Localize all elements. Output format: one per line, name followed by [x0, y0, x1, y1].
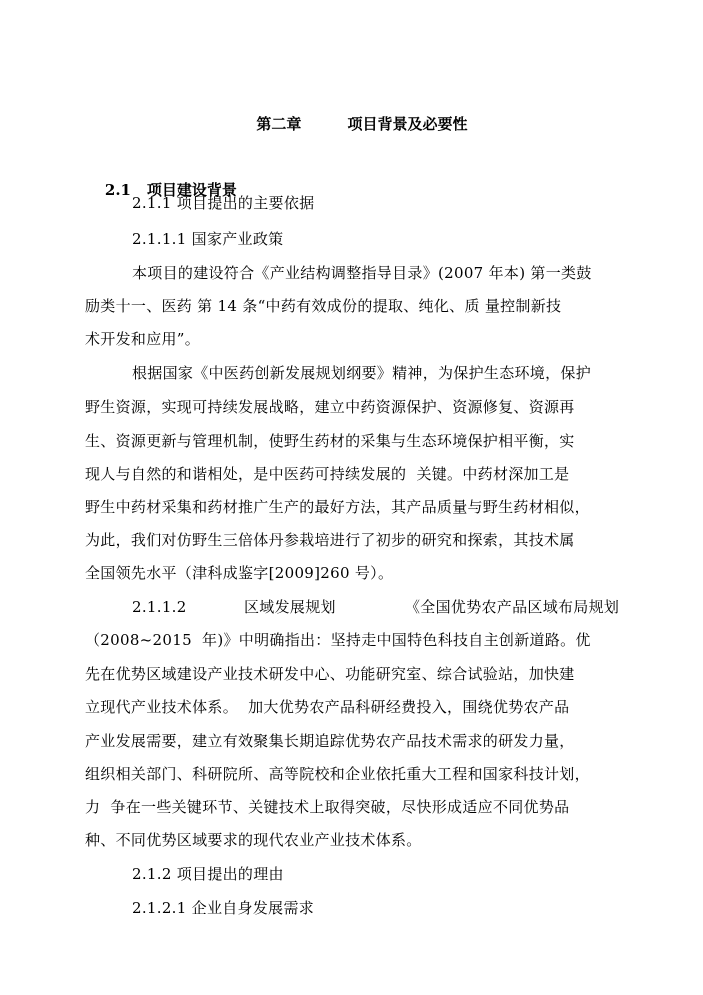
paragraph-line: 励类十一、医药 第 14 条“中药有效成份的提取、纯化、质 量控制新技	[85, 297, 562, 315]
paragraph-line: 全国领先水平（津科成鉴字[2009]260 号）。	[85, 564, 394, 582]
paragraph-line: 《全国优势农产品区域布局规划	[405, 598, 620, 616]
subsubsection-title-2-1-1-2: 区域发展规划	[244, 598, 336, 616]
paragraph-line: 生、资源更新与管理机制，使野生药材的采集与生态环境保护相平衡，实	[85, 432, 575, 450]
chapter-title: 项目背景及必要性	[347, 115, 468, 133]
paragraph-line: 根据国家《中医药创新发展规划纲要》精神，为保护生态环境，保护	[132, 364, 592, 382]
section-number: 2.1	[104, 181, 131, 199]
paragraph-line: 术开发和应用”。	[85, 330, 201, 348]
paragraph-line: 野生资源，实现可持续发展战略，建立中药资源保护、资源修复、资源再	[85, 398, 575, 416]
paragraph-line: 力 争在一些关键环节、关键技术上取得突破，尽快形成适应不同优势品	[85, 798, 570, 816]
paragraph-line: 种、不同优势区域要求的现代农业产业技术体系。	[85, 831, 422, 849]
chapter-number: 第二章	[256, 115, 302, 133]
subsection-heading-2-1-1: 2.1.1 项目提出的主要依据	[132, 194, 315, 212]
section-title: 项目建设背景	[146, 181, 237, 199]
chapter-heading	[0, 94, 703, 154]
paragraph-line: 现人与自然的和谐相处，是中医药可持续发展的 关键。中药材深加工是	[85, 465, 570, 483]
subsubsection-heading-2-1-1-1: 2.1.1.1 国家产业政策	[132, 230, 284, 248]
subsection-heading-2-1-2: 2.1.2 项目提出的理由	[132, 865, 284, 883]
paragraph-line: 产业发展需要，建立有效聚集长期追踪优势农产品技术需求的研发力量，	[85, 732, 575, 750]
paragraph-line: 组织相关部门、科研院所、高等院校和企业依托重大工程和国家科技计划，	[85, 765, 590, 783]
paragraph-line: 先在优势区域建设产业技术研发中心、功能研究室、综合试验站，加快建	[85, 665, 575, 683]
paragraph-line: 本项目的建设符合《产业结构调整指导目录》(2007 年本) 第一类鼓	[132, 264, 592, 282]
paragraph-line: 野生中药材采集和药材推广生产的最好方法，其产品质量与野生药材相似，	[85, 498, 590, 516]
paragraph-line: （2008~2015 年)》中明确指出：坚持走中国特色科技自主创新道路。优	[85, 631, 591, 649]
subsubsection-number-2-1-1-2: 2.1.1.2	[132, 598, 187, 616]
paragraph-line: 为此，我们对仿野生三倍体丹参栽培进行了初步的研究和探索，其技术属	[85, 531, 575, 549]
paragraph-line: 立现代产业技术体系。 加大优势农产品科研经费投入，围绕优势农产品	[85, 698, 570, 716]
subsubsection-heading-2-1-2-1: 2.1.2.1 企业自身发展需求	[132, 899, 315, 917]
